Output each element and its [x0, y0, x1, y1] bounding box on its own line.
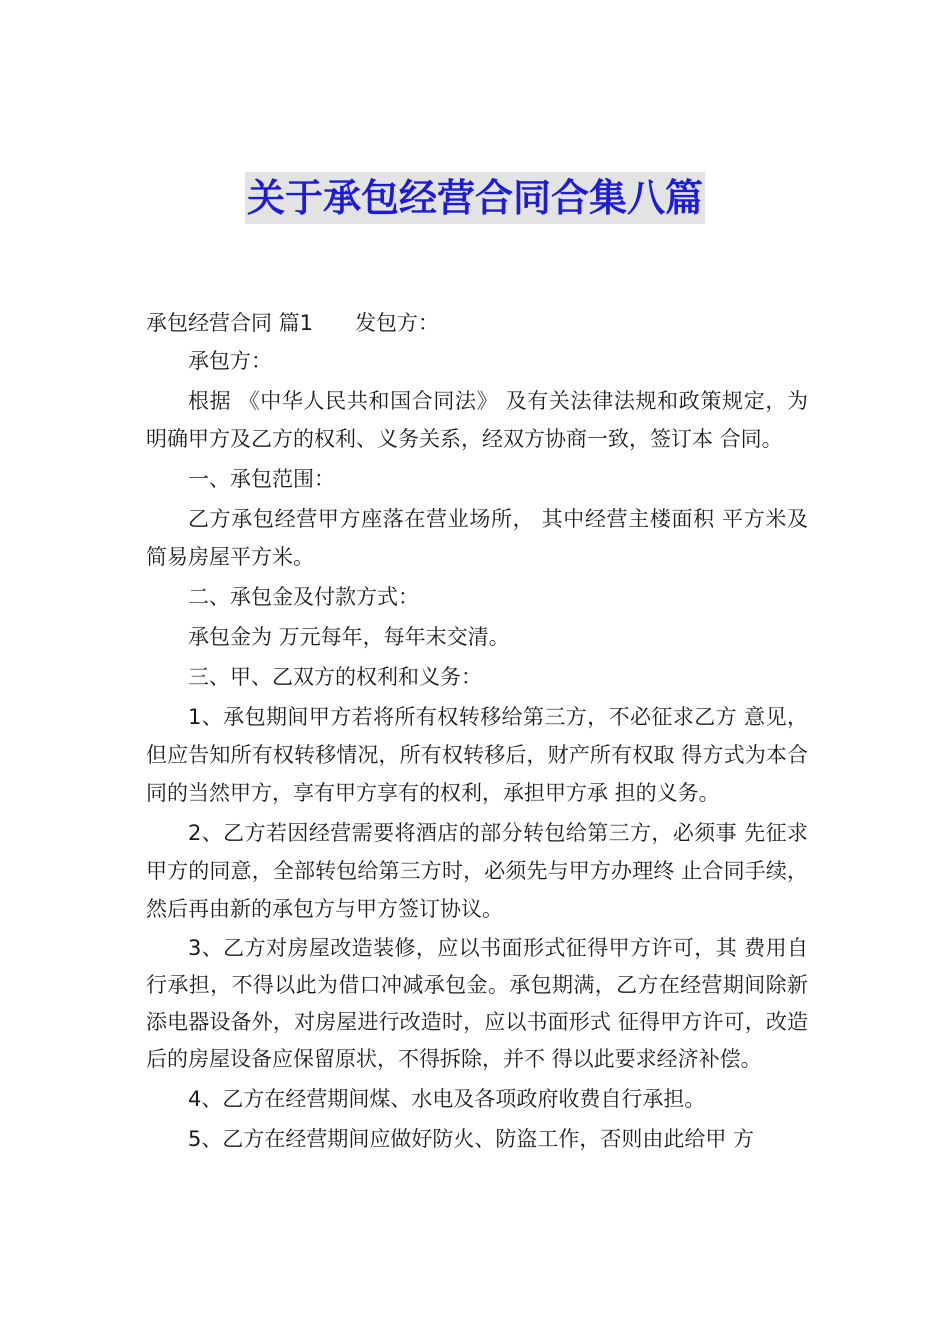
paragraph: 一、承包范围： [188, 467, 335, 491]
document-body [146, 304, 808, 1160]
contract-party-label: 发包方： [355, 311, 440, 335]
section-heading-title: 承包经营合同 篇1 [146, 311, 314, 335]
paragraph: 乙方承包经营甲方座落在营业场所， 其中经营主楼面积 平方米及简易房屋平方米。 [146, 507, 808, 569]
paragraph: 承包金为 万元每年，每年末交清。 [188, 625, 510, 649]
paragraph: 1、承包期间甲方若将所有权转移给第三方，不必征求乙方 意见，但应告知所有权转移情况，所有权转移后，财产所有权取 得方式为本合同的当然甲方，享有甲方享有的权利，承担甲方承 担的义务。 [146, 705, 808, 805]
paragraph: 2、乙方若因经营需要将酒店的部分转包给第三方，必须事 先征求甲方的同意，全部转包给第三方时，必须先与甲方办理终 止合同手续，然后再由新的承包方与甲方签订协议。 [146, 821, 808, 921]
paragraph: 5、乙方在经营期间应做好防火、防盗工作，否则由此给甲 方 [188, 1127, 755, 1151]
paragraph: 3、乙方对房屋改造装修，应以书面形式征得甲方许可，其 费用自行承担，不得以此为借口冲减承包金。承包期满，乙方在经营期间除新添电器设备外，对房屋进行改造时，应以书面形式 征得甲方许可，改造后的房屋设备应保留原状，不得拆除，并不 得以此要求经济补偿。 [146, 936, 808, 1071]
paragraph: 承包方： [188, 349, 272, 373]
title-area [0, 172, 950, 224]
paragraph: 4、乙方在经营期间煤、水电及各项政府收费自行承担。 [188, 1087, 706, 1111]
section-heading [146, 304, 808, 342]
document-title: 关于承包经营合同合集八篇 [245, 172, 705, 224]
paragraph: 二、承包金及付款方式： [188, 585, 419, 609]
paragraph: 根据 《中华人民共和国合同法》 及有关法律法规和政策规定，为明确甲方及乙方的权利、义务关系，经双方协商一致，签订本 合同。 [146, 389, 808, 451]
paragraph: 三、甲、乙双方的权利和义务： [188, 665, 482, 689]
